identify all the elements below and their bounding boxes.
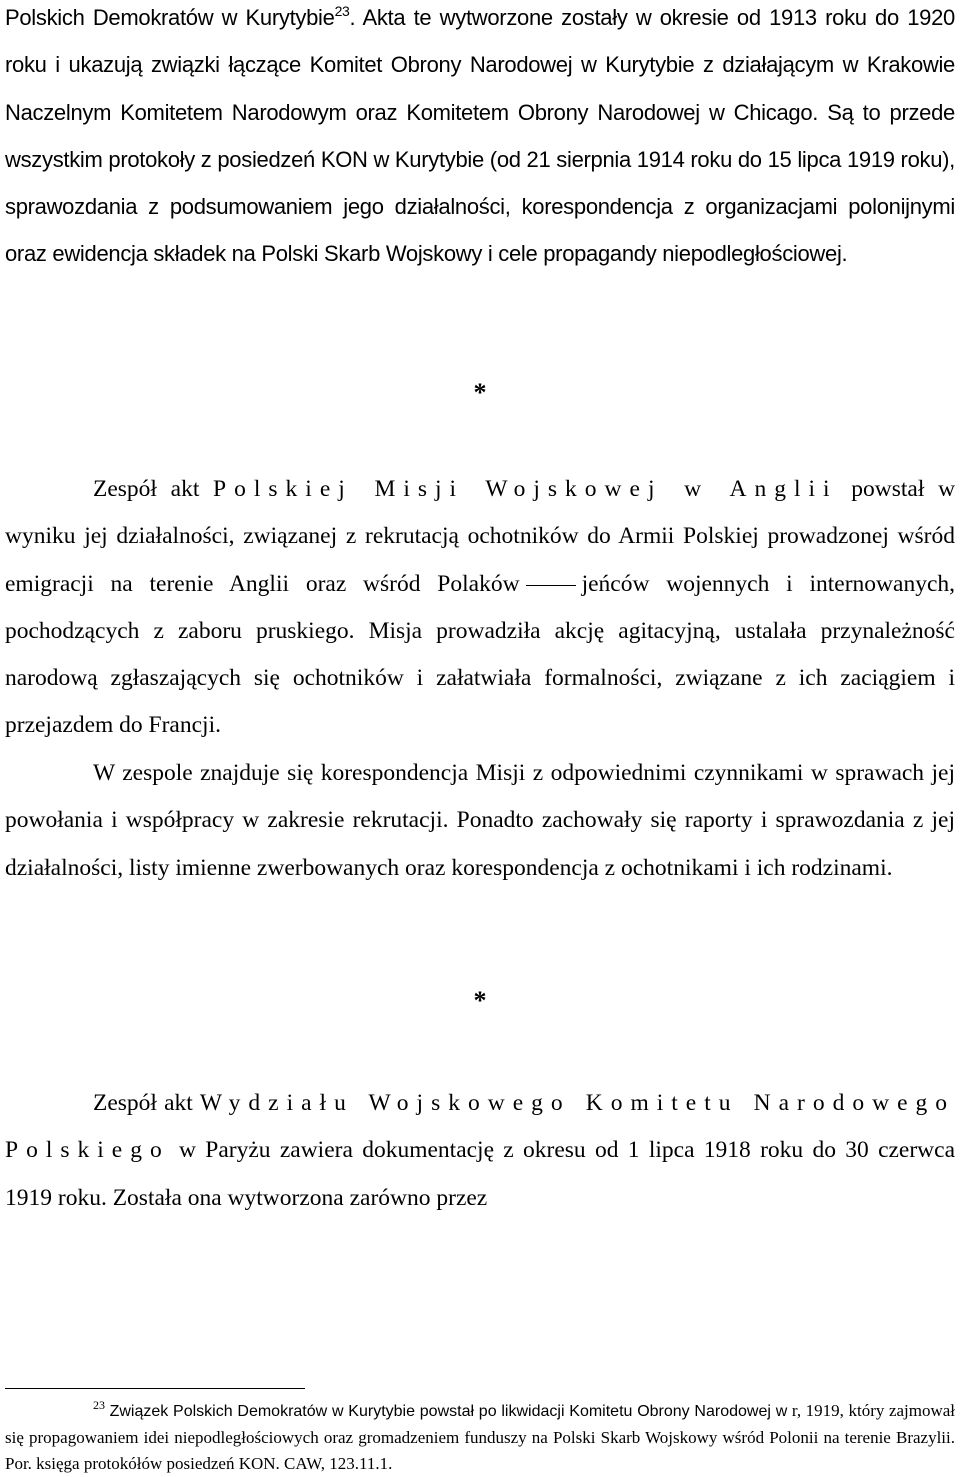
section-lead: Zespół akt [93, 1090, 193, 1116]
em-dash [526, 585, 576, 586]
section-title-spaced: Polskiej Misji Wojskowej w Anglii [213, 476, 838, 502]
footnote-divider [5, 1388, 305, 1389]
section-separator: * [473, 986, 487, 1015]
paragraph-text-start: Polskich Demokratów w Kurytybie [5, 5, 335, 30]
paragraph-polish-military-mission [5, 466, 955, 750]
section-lead: Zespół akt [93, 476, 200, 502]
paragraph-text: w Paryżu zawiera dokumentację z okresu od 1 lipca 1918 roku do 30 czerwca 1919 roku. Została ona wytworzona zarówno przez [5, 1137, 956, 1211]
footnote-23 [5, 1398, 955, 1477]
paragraph-kon-kurytyba [5, 0, 955, 278]
footnote-number: 23 [93, 1398, 105, 1412]
section-title-spaced: Wydziału Wojskowego Komitetu Narodowego Polskiego [5, 1090, 955, 1164]
section-separator: * [473, 378, 487, 407]
paragraph-text-continued: jeńców wojennych i internowanych, pochodzących z zaboru pruskiego. Misja prowadziła akcję agitacyjną, ustalała przynależność narodową zgłaszających się ochotników i załatwiała formalności, związane z ich zaciągiem i przejazdem do Francji. [5, 570, 955, 739]
paragraph-text-rest: . Akta te wytworzone zostały w okresie od 1913 roku do 1920 roku i ukazują związki łączące Komitet Obrony Narodowej w Kurytybie z działającym w Krakowie Naczelnym Komitetem Narodowym oraz Komitetem Obrony Narodowej w Chicago. Są to przede wszystkim protokoły z posiedzeń KON w Kurytybie (od 21 sierpnia 1914 roku do 15 lipca 1919 roku), sprawozdania z podsumowaniem jego działalności, korespondencja z organizacjami polonijnymi oraz ewidencja składek na Polski Skarb Wojskowy i cele propagandy niepodległościowej. [5, 5, 955, 267]
paragraph-mission-records: W zespole znajduje się korespondencja Misji z odpowiednimi czynnikami w sprawach jej powołania i współpracy w zakresie rekrutacji. Ponadto zachowały się raporty i sprawozdania z jej działalności, listy imienne zwerbowanych oraz korespondencja z ochotnikami i ich rodzinami. [5, 760, 955, 881]
footnote-ref-23[interactable]: 23 [334, 3, 350, 19]
paragraph-text: powstał w wyniku jej działalności, związanej z rekrutacją ochotników do Armii Polskiej prowadzonej wśród emigracji na terenie Anglii oraz wśród Polaków [5, 476, 956, 597]
footnote-text-rest: r, 1919, który zajmował się propagowaniem idei niepodległościowych oraz gromadzeniem funduszy na Polski Skarb Wojskowy wśród Polonii na terenie Brazylii. Por. księga protokółów posiedzeń KON. CAW, 123.11.1. [5, 1401, 956, 1473]
footnote-text-start: Związek Polskich Demokratów w Kurytybie powstał po likwidacji Komitetu Obrony Narodowej w [109, 1403, 788, 1420]
paragraph-military-department [5, 1080, 955, 1222]
